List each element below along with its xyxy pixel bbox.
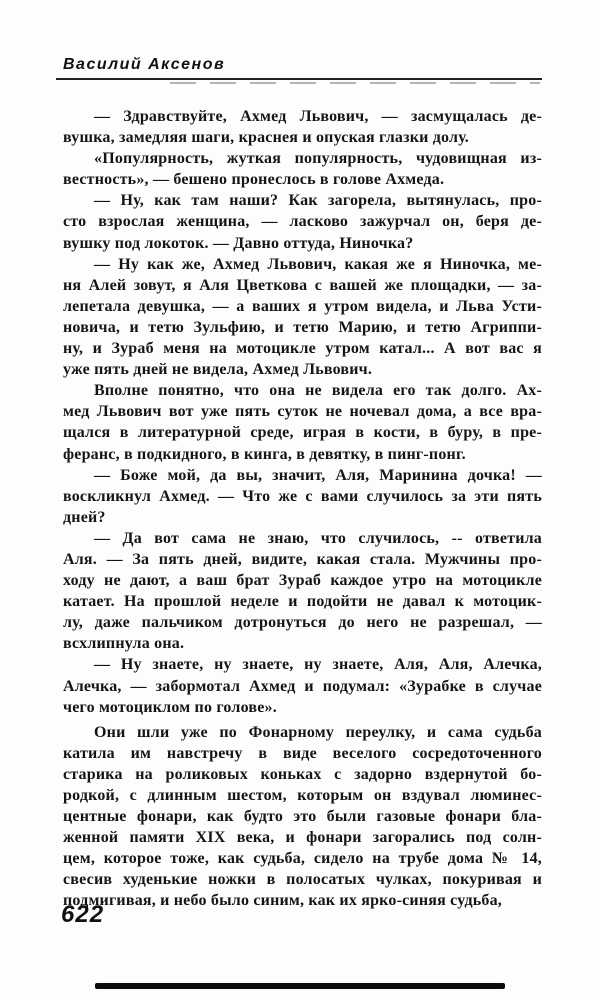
text-line: мед Львович вот уже пять суток не ночевал дома, а все вра- bbox=[63, 403, 542, 421]
text-line: центные фонари, как будто это были газовые фонари бла- bbox=[63, 808, 542, 826]
text-line: дней? bbox=[63, 508, 106, 526]
paragraph bbox=[63, 380, 542, 464]
text-line: щался в литературной среде, играя в кости, в буру, в пре- bbox=[63, 424, 542, 442]
text-line: феранс, в подкидного, в кинга, в девятку, в пинг-понг. bbox=[63, 445, 466, 463]
text-line: — Здравствуйте, Ахмед Львович, — засмущалась де- bbox=[94, 108, 542, 125]
text-line: — Да вот сама не знаю, что случилось, -- ответила bbox=[94, 529, 542, 547]
page-number: 622 bbox=[61, 901, 105, 928]
text-line: «Популярность, жуткая популярность, чудовищная из- bbox=[94, 150, 542, 168]
text-line: — Ну, как там наши? Как загорела, вытянулась, про- bbox=[94, 192, 542, 210]
text-line: всхлипнула она. bbox=[63, 635, 185, 653]
text-line: вушку под локоток. — Давно оттуда, Ниночка? bbox=[63, 234, 414, 252]
body-text bbox=[63, 106, 542, 912]
text-line: — Ну как же, Ахмед Львович, какая же я Ниночка, ме- bbox=[94, 255, 542, 273]
text-line: вушка, замедляя шаги, краснея и опуская глазки долу. bbox=[63, 129, 470, 147]
paragraph bbox=[63, 528, 542, 655]
text-line: Аля. — За пять дней, видите, какая стала. Мужчины про- bbox=[63, 550, 542, 568]
text-line: чего мотоциклом по голове». bbox=[63, 698, 277, 716]
text-line: Они шли уже по Фонарному переулку, и сама судьба bbox=[94, 723, 542, 741]
text-line: — Боже мой, да вы, значит, Аля, Маринина дочка! — bbox=[94, 466, 542, 484]
paragraph bbox=[63, 465, 542, 528]
text-line: ходу не дают, а ваш брат Зураб каждое утро на мотоцикле bbox=[63, 572, 542, 590]
text-line: сто взрослая женщина, — ласково зажурчал он, беря де- bbox=[63, 213, 542, 231]
text-line: вестность», — бешено пронеслось в голове Ахмеда. bbox=[63, 171, 445, 189]
header-rule-artifact bbox=[170, 82, 540, 84]
text-line: ну, и Зураб меня на мотоцикле утром катал... А вот вас я bbox=[63, 340, 542, 358]
text-line: подмигивая, и небо было синим, как их ярко-синяя судьба, bbox=[63, 892, 502, 910]
text-line: старика на роликовых коньках с задорно вздернутой бо- bbox=[63, 765, 542, 783]
paragraph bbox=[63, 722, 542, 912]
author-name: Василий Аксенов bbox=[63, 56, 226, 73]
text-line: Вполне понятно, что она не видела его так долго. Ах- bbox=[94, 382, 542, 400]
text-line: воскликнул Ахмед. — Что же с вами случилось за эти пять bbox=[63, 487, 542, 505]
text-line: цем, которое тоже, как судьба, сидело на трубе дома № 14, bbox=[63, 850, 542, 868]
paragraph bbox=[63, 106, 542, 148]
text-line: свесив худенькие ножки в полосатых чулках, покуривая и bbox=[63, 871, 542, 889]
text-line: — Ну знаете, ну знаете, ну знаете, Аля, Аля, Алечка, bbox=[94, 656, 542, 674]
text-line: катила им навстречу в виде веселого сосредоточенного bbox=[63, 744, 542, 762]
text-line: женной памяти XIX века, и фонари загорались под солн- bbox=[63, 829, 542, 847]
text-line: лепетала девушка, — а ваших я утром видела, и Льва Усти- bbox=[63, 297, 542, 315]
paragraph bbox=[63, 148, 542, 190]
text-line: родкой, с длинным шестом, которым он вздувал люминес- bbox=[63, 787, 542, 804]
text-line: Алечка, — забормотал Ахмед и подумал: «Зурабке в случае bbox=[63, 677, 542, 695]
text-line: уже пять дней не видела, Ахмед Львович. bbox=[63, 361, 373, 379]
paragraph bbox=[63, 654, 542, 717]
scan-edge-bar bbox=[95, 983, 505, 989]
text-line: катает. На прошлой неделе и подойти не давал к мотоцик- bbox=[63, 593, 542, 611]
text-line: ня Алей зовут, я Аля Цветкова с вашей же площадки, — за- bbox=[63, 276, 542, 294]
paragraph bbox=[63, 254, 542, 381]
header-rule bbox=[56, 78, 542, 80]
text-line: лу, даже пальчиком дотронуться до него не разрешал, — bbox=[63, 614, 542, 632]
paragraph bbox=[63, 190, 542, 253]
text-line: новича, и тетю Зульфию, и тетю Марию, и тетю Агриппи- bbox=[63, 318, 542, 336]
